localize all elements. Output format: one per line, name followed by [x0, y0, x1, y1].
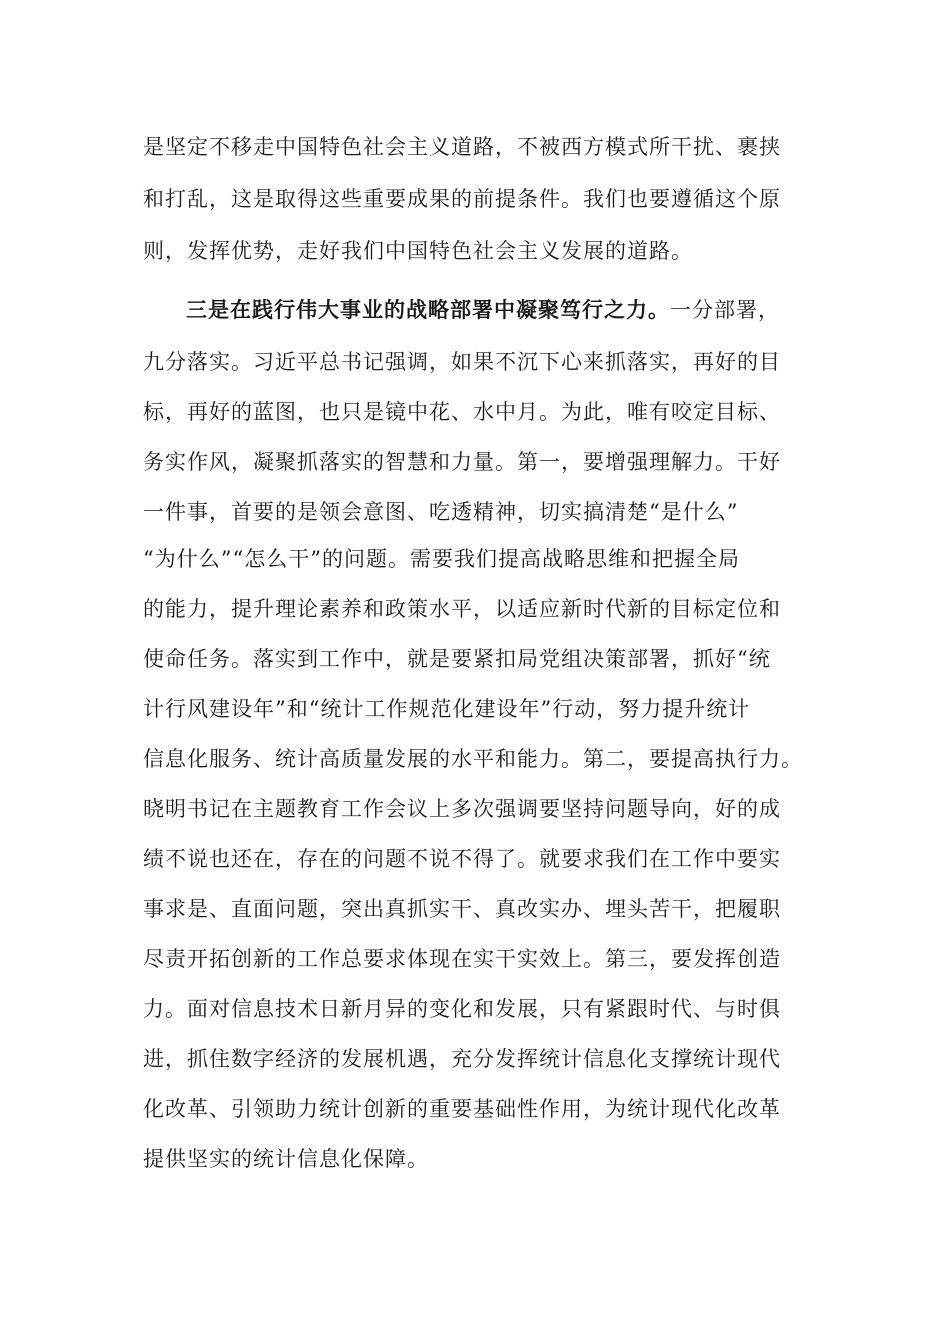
section-heading: 三是在践行伟大事业的战略部署中凝聚笃行之力。	[186, 297, 670, 322]
paragraph-2-line: 一件事，首要的是领会意图、吃透精神，切实搞清楚“是什么”	[143, 500, 739, 524]
paragraph-2-line: 计行风建设年”和“统计工作规范化建设年”行动，努力提升统计	[143, 697, 751, 721]
paragraph-2-line: 进，抓住数字经济的发展机遇，充分发挥统计信息化支撑统计现代	[143, 1047, 781, 1071]
paragraph-2-line: 使命任务。落实到工作中，就是要紧扣局党组决策部署，抓好“统	[143, 647, 771, 671]
paragraph-2-line: 晓明书记在主题教育工作会议上多次强调要坚持问题导向，好的成	[143, 797, 781, 821]
paragraph-2-line: 标，再好的蓝图，也只是镜中花、水中月。为此，唯有咬定目标、	[143, 400, 781, 424]
paragraph-2-line: 提供坚实的统计信息化保障。	[143, 1147, 429, 1171]
paragraph-1-line-1: 是坚定不移走中国特色社会主义道路，不被西方模式所干扰、裹挟	[143, 135, 781, 159]
paragraph-2-line: 绩不说也还在，存在的问题不说不得了。就要求我们在工作中要实	[143, 847, 781, 871]
paragraph-2-line: 尽责开拓创新的工作总要求体现在实干实效上。第三，要发挥创造	[143, 947, 781, 971]
paragraph-1-line-2: 和打乱，这是取得这些重要成果的前提条件。我们也要遵循这个原	[143, 187, 781, 211]
paragraph-2-line: 务实作风，凝聚抓落实的智慧和力量。第一，要增强理解力。干好	[143, 450, 781, 474]
paragraph-2-first-line	[186, 297, 780, 323]
paragraph-2-line: 信息化服务、统计高质量发展的水平和能力。第二，要提高执行力。	[143, 747, 803, 771]
paragraph-1-line-3: 则，发挥优势，走好我们中国特色社会主义发展的道路。	[143, 239, 693, 263]
paragraph-2-first-line-rest: 一分部署，	[670, 298, 780, 322]
paragraph-2-line: 化改革、引领助力统计创新的重要基础性作用，为统计现代化改革	[143, 1097, 781, 1121]
paragraph-2-line: 力。面对信息技术日新月异的变化和发展，只有紧跟时代、与时俱	[143, 997, 781, 1021]
paragraph-2-line: 的能力，提升理论素养和政策水平，以适应新时代新的目标定位和	[143, 597, 781, 621]
paragraph-2-line: “为什么”“怎么干”的问题。需要我们提高战略思维和把握全局	[143, 547, 740, 571]
paragraph-2-line: 事求是、直面问题，突出真抓实干、真改实办、埋头苦干，把履职	[143, 897, 781, 921]
paragraph-2-line: 九分落实。习近平总书记强调，如果不沉下心来抓落实，再好的目	[143, 350, 781, 374]
